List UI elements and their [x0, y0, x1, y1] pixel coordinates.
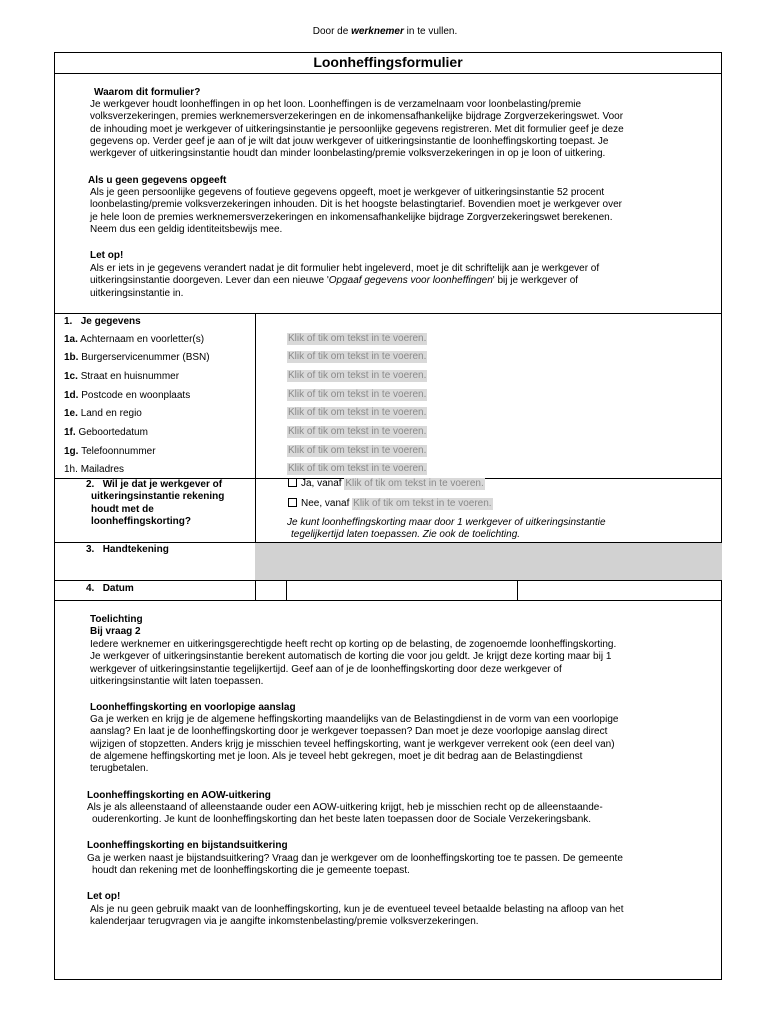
row-text: Telefoonnummer — [81, 446, 156, 457]
question-4-number: 4. — [86, 583, 95, 594]
no-data-line: loonbelasting/premie volksverzekeringen inhouden. Dit is het hoogste belastingtarief. Bovendien moet je werkgever over — [90, 199, 622, 211]
row-label-postcode — [64, 390, 190, 401]
input-no-date[interactable]: Klik of tik om tekst in te voeren. — [353, 498, 492, 509]
provisional-text — [90, 714, 720, 775]
row-number: 1a. — [64, 334, 78, 345]
welfare-line: houdt dan rekening met de loonheffingskorting die je gemeente toepast. — [92, 865, 410, 877]
question-2-line: houdt met de — [91, 503, 154, 515]
row-number: 1e. — [64, 408, 78, 419]
explanation-line: werkgever of uitkeringsinstantie tegelijkertijd. Geef aan of je de loonheffingskorting door deze werkgever of — [90, 663, 562, 675]
provisional-line: de algemene heffingskorting met je loon. Als je teveel hebt gekregen, moet je dit bedrag aan de Belastingdienst — [90, 750, 583, 762]
row-text: Straat en huisnummer — [80, 371, 180, 382]
final-attention-line: Als je nu geen gebruik maakt van de loonheffingskorting, kun je de eventueel teveel betaalde belasting na afloop van het — [90, 904, 624, 915]
signature-field[interactable] — [255, 543, 722, 580]
section-1-title: Je gegevens — [80, 316, 141, 327]
note-line: tegelijkertijd laten toepassen. Zie ook de toelichting. — [291, 529, 521, 541]
no-data-line: Neem dus een geldig identiteitsbewijs mee. — [90, 223, 283, 235]
explanation-line: Iedere werknemer en uitkeringsgerechtigde heeft recht op korting op de belasting, de zogenoemde loonheffingskorting. — [90, 639, 617, 650]
table-divider — [517, 580, 518, 600]
final-attention-text — [90, 904, 720, 929]
instruction-emphasis: werknemer — [351, 26, 404, 37]
attention-line: Als er iets in je gegevens verandert nadat je dit formulier hebt ingeleverd, moet je dit schriftelijk aan je werkgever of — [90, 263, 600, 274]
input-email[interactable]: Klik of tik om tekst in te voeren. — [288, 463, 427, 474]
input-bsn[interactable]: Klik of tik om tekst in te voeren. — [288, 351, 427, 362]
input-name[interactable]: Klik of tik om tekst in te voeren. — [288, 333, 427, 344]
question-3-label — [86, 544, 169, 555]
question-2-label — [86, 479, 224, 528]
question-4-label — [86, 583, 134, 594]
question-3-title: Handtekening — [102, 544, 169, 555]
question-2-note — [287, 517, 606, 542]
question-3-number: 3. — [86, 544, 95, 555]
question-2-number: 2. — [86, 479, 95, 490]
why-line: de inhouding moet je werkgever of uitkeringsinstantie je persoonlijke gegevens registreren. Met dit formulier geef je deze — [90, 123, 624, 135]
explanation-q2-heading: Bij vraag 2 — [90, 626, 141, 637]
no-data-line: Als je geen persoonlijke gegevens of foutieve gegevens opgeeft, moet je werkgever of uitkeringsinstantie 52 procent — [90, 187, 605, 198]
yes-checkbox[interactable] — [288, 478, 297, 487]
why-line: volksverzekeringen, premies werknemersverzekeringen en de inkomensafhankelijke bijdrage Zorgverzekeringswet. Voor — [90, 111, 624, 123]
why-line: gegevens op. Verder geef je aan of je wilt dat jouw werkgever of uitkeringsinstantie de loonheffingskorting toepast. Je — [90, 135, 609, 147]
why-text — [90, 99, 720, 160]
question-2-line: loonheffingskorting? — [91, 515, 191, 527]
row-number: 1f. — [64, 427, 76, 438]
why-line: Je werkgever houdt loonheffingen in op het loon. Loonheffingen is de verzamelnaam voor loonbelasting/premie — [90, 99, 582, 110]
aow-heading: Loonheffingskorting en AOW-uitkering — [87, 790, 271, 801]
row-text: Land en regio — [80, 408, 142, 419]
explanation-heading: Toelichting — [90, 614, 143, 625]
no-data-line: je hele loon de premies werknemersverzekeringen en inkomensafhankelijke bijdrage Zorgverzekeringswet berekenen. — [90, 211, 613, 223]
aow-line: Als je als alleenstaand of alleenstaande ouder een AOW-uitkering krijgt, heb je misschien recht op de alleenstaande- — [87, 802, 603, 813]
no-checkbox[interactable] — [288, 498, 297, 507]
row-text: Burgerservicenummer (BSN) — [81, 352, 210, 363]
row-label-email — [64, 464, 124, 475]
question-2-line: uitkeringsinstantie rekening — [91, 491, 225, 503]
welfare-text — [87, 853, 721, 878]
row-text: Postcode en woonplaats — [81, 390, 191, 401]
row-label-phone — [64, 446, 156, 457]
row-number: 1h. — [64, 464, 78, 475]
input-postcode[interactable]: Klik of tik om tekst in te voeren. — [288, 389, 427, 400]
no-data-heading: Als u geen gegevens opgeeft — [88, 175, 227, 186]
row-number: 1d. — [64, 390, 79, 401]
row-label-bsn — [64, 352, 210, 363]
input-birthdate[interactable]: Klik of tik om tekst in te voeren. — [288, 426, 427, 437]
option-no[interactable] — [288, 498, 493, 510]
row-text: Mailadres — [80, 464, 125, 475]
why-heading: Waarom dit formulier? — [94, 87, 201, 98]
row-text: Achternaam en voorletter(s) — [80, 334, 205, 345]
provisional-heading: Loonheffingskorting en voorlopige aanslag — [90, 702, 296, 713]
input-phone[interactable]: Klik of tik om tekst in te voeren. — [288, 445, 427, 456]
input-country[interactable]: Klik of tik om tekst in te voeren. — [288, 407, 427, 418]
row-label-street — [64, 371, 179, 382]
row-label-name — [64, 334, 204, 345]
explanation-q2-text — [90, 639, 720, 688]
explanation-line: Je werkgever of uitkeringsinstantie berekent automatisch de korting die voor jou geldt. Je krijgt deze korting maar bij 1 — [90, 651, 612, 663]
attention-line: uitkeringsinstantie in. — [90, 287, 184, 299]
yes-label: Ja, vanaf — [301, 478, 342, 489]
section-1-heading — [64, 316, 141, 327]
explanation-line: uitkeringsinstantie wilt laten toepassen. — [90, 675, 264, 687]
section-1-number: 1. — [64, 316, 73, 327]
welfare-heading: Loonheffingskorting en bijstandsuitkering — [87, 840, 288, 851]
instruction-suffix: in te vullen. — [406, 26, 458, 37]
input-yes-date[interactable]: Klik of tik om tekst in te voeren. — [345, 478, 484, 489]
attention-heading: Let op! — [90, 250, 124, 261]
why-line: werkgever of uitkeringsinstantie houdt dan minder loonbelasting/premie volksverzekeringen in op je loon of uitkering. — [90, 148, 606, 160]
provisional-line: aanslag? En laat je de loonheffingskorting door je werkgever toepassen? Dan moet je deze voorlopige aanslag direct — [90, 726, 608, 738]
attention-line: uitkeringsinstantie doorgeven. Lever dan een nieuwe 'Opgaaf gegevens voor loonheffingen' bij je werkgever of — [90, 275, 579, 287]
form-title: Loonheffingsformulier — [54, 52, 722, 74]
attention-text — [90, 263, 720, 300]
aow-text — [87, 802, 721, 827]
row-number: 1c. — [64, 371, 78, 382]
welfare-line: Ga je werken naast je bijstandsuitkering? Vraag dan je werkgever om de loonheffingskorting toe te passen. De gemeente — [87, 853, 623, 864]
question-2-line: Wil je dat je werkgever of — [102, 479, 223, 490]
instruction-prefix: Door de — [312, 26, 349, 37]
row-label-country — [64, 408, 142, 419]
instruction-note — [0, 26, 770, 37]
row-text: Geboortedatum — [78, 427, 148, 438]
aow-line: ouderenkorting. Je kunt de loonheffingskorting dan het beste laten toepassen door de Sociale Verzekeringsbank. — [92, 814, 592, 826]
input-street[interactable]: Klik of tik om tekst in te voeren. — [288, 370, 427, 381]
no-label: Nee, vanaf — [301, 498, 350, 509]
date-field[interactable] — [287, 581, 516, 599]
row-number: 1b. — [64, 352, 79, 363]
question-4-title: Datum — [102, 583, 134, 594]
row-number: 1g. — [64, 446, 79, 457]
provisional-line: Ga je werken en krijg je de algemene heffingskorting maandelijks van de Belastingdienst in de vorm van een voorlopige — [90, 714, 619, 725]
note-line: Je kunt loonheffingskorting maar door 1 werkgever of uitkeringsinstantie — [287, 517, 606, 528]
table-divider — [54, 600, 722, 601]
option-yes[interactable] — [288, 478, 485, 490]
final-attention-heading: Let op! — [87, 891, 121, 902]
no-data-text — [90, 187, 720, 236]
final-attention-line: kalenderjaar terugvragen via je aangifte inkomstenbelasting/premie volksverzekeringen. — [90, 916, 479, 928]
row-label-birthdate — [64, 427, 148, 438]
provisional-line: terugbetalen. — [90, 763, 149, 775]
provisional-line: wijzigen of stopzetten. Anders krijg je misschien teveel heffingskorting, want je werkgever verrekent ook (een deel van) — [90, 738, 615, 750]
